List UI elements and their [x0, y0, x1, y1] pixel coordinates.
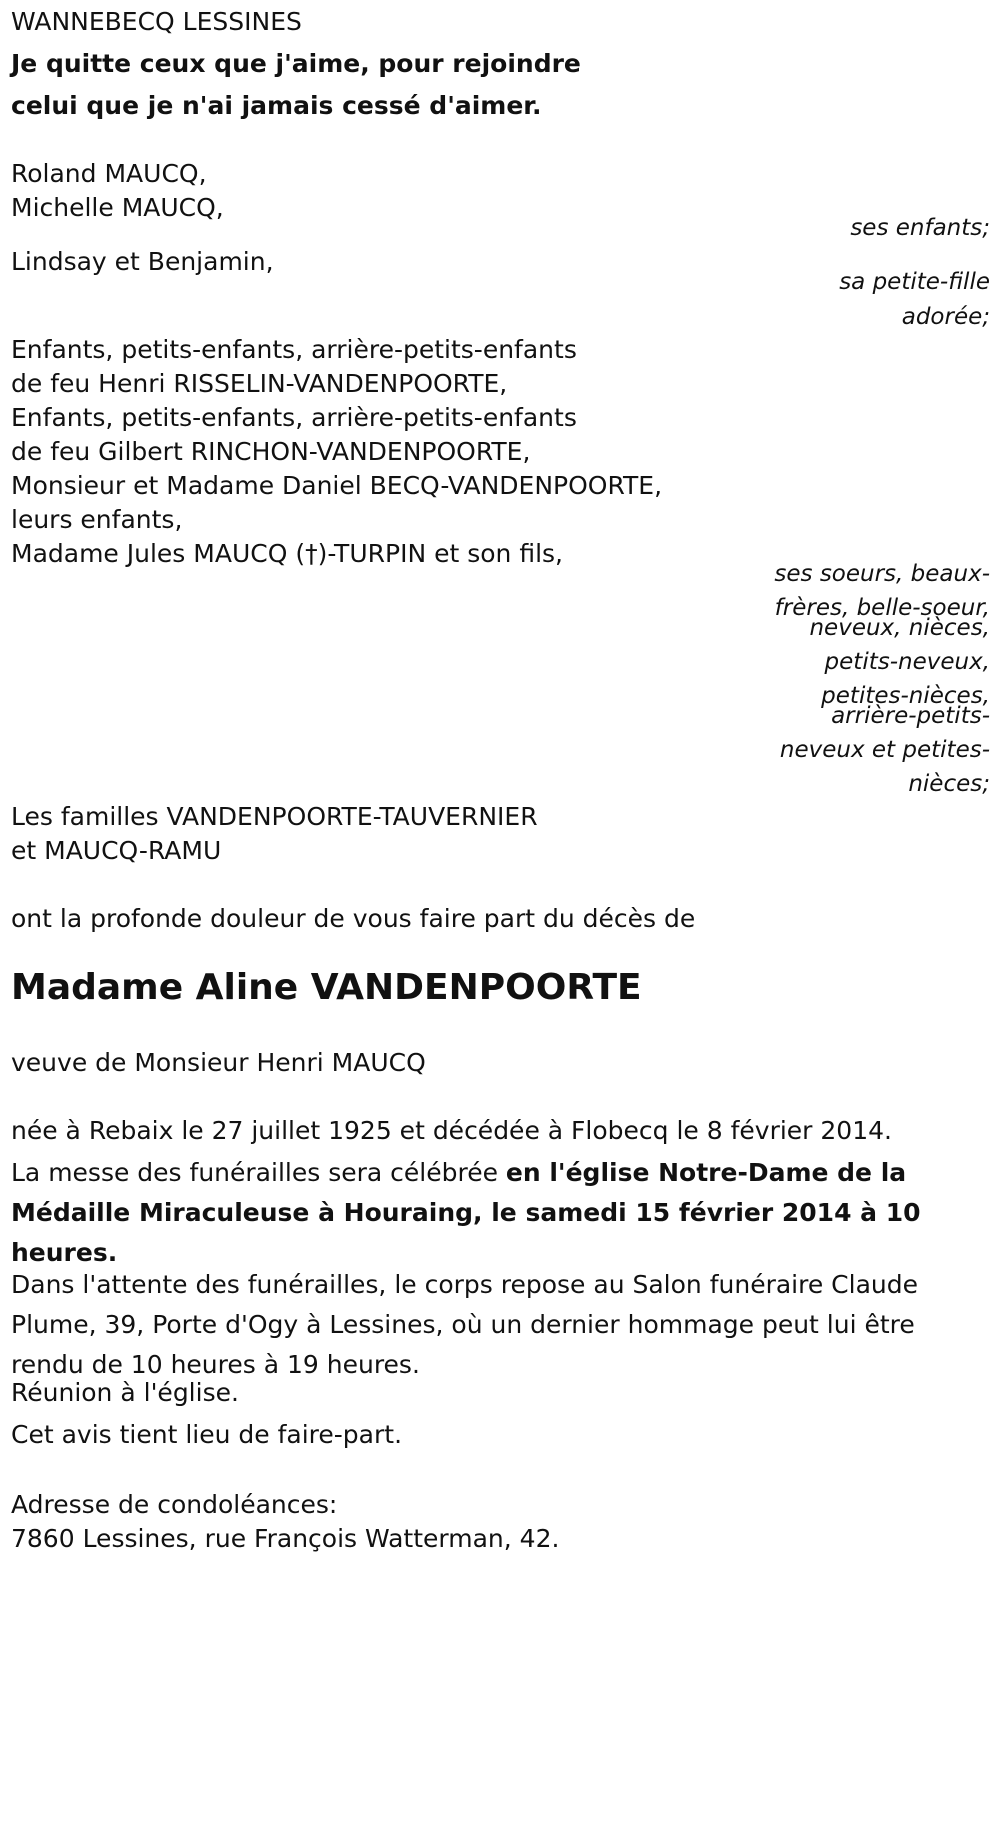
relatives-role-line-2: frères, belle-soeur, — [774, 595, 990, 621]
relatives-role-line-4: petits-neveux, — [824, 649, 990, 675]
condolence-address: 7860 Lessines, rue François Watterman, 42. — [11, 1524, 560, 1553]
relatives-line-3: Enfants, petits-enfants, arrière-petits-enfants — [11, 403, 577, 432]
viewing-paragraph: Dans l'attente des funérailles, le corps repose au Salon funéraire Claude Plume, 39, Porte d'Ogy à Lessines, où un dernier hommage peut lui être rendu de 10 heures à 19 heures. — [11, 1270, 918, 1379]
child-name-2: Michelle MAUCQ, — [11, 193, 224, 222]
relatives-line-6: leurs enfants, — [11, 505, 183, 534]
funeral-mass-paragraph — [11, 1153, 986, 1273]
notice-statement: Cet avis tient lieu de faire-part. — [11, 1420, 403, 1449]
relatives-line-5: Monsieur et Madame Daniel BECQ-VANDENPOORTE, — [11, 471, 663, 500]
birth-death-dates: née à Rebaix le 27 juillet 1925 et décédée à Flobecq le 8 février 2014. — [11, 1116, 892, 1145]
announcement-intro: ont la profonde douleur de vous faire part du décès de — [11, 904, 696, 933]
granddaughter-role-line-1: sa petite-fille — [839, 269, 990, 295]
relatives-role-line-1: ses soeurs, beaux- — [774, 561, 990, 587]
mass-detail: en l'église Notre-Dame de la Médaille Miraculeuse à Houraing, le samedi 15 février 2014 à 10 heures. — [11, 1158, 921, 1267]
families-line-2: et MAUCQ-RAMU — [11, 836, 222, 865]
quote-line-1: Je quitte ceux que j'aime, pour rejoindre — [11, 49, 581, 78]
granddaughter-role-line-2: adorée; — [901, 304, 990, 330]
relatives-line-4: de feu Gilbert RINCHON-VANDENPOORTE, — [11, 437, 531, 466]
condolence-label: Adresse de condoléances: — [11, 1490, 338, 1519]
church-meeting: Réunion à l'église. — [11, 1378, 239, 1407]
relatives-line-1: Enfants, petits-enfants, arrière-petits-enfants — [11, 335, 577, 364]
location-header: WANNEBECQ LESSINES — [11, 7, 302, 36]
relatives-role-line-5: petites-nièces, — [821, 683, 990, 709]
relatives-role-line-6: arrière-petits- — [831, 703, 990, 729]
widow-of: veuve de Monsieur Henri MAUCQ — [11, 1048, 426, 1077]
mass-intro: La messe des funérailles sera célébrée — [11, 1158, 506, 1187]
child-name-1: Roland MAUCQ, — [11, 159, 207, 188]
families-line-1: Les familles VANDENPOORTE-TAUVERNIER — [11, 802, 538, 831]
quote-line-2: celui que je n'ai jamais cessé d'aimer. — [11, 91, 542, 120]
deceased-name: Madame Aline VANDENPOORTE — [11, 967, 642, 1008]
relatives-line-7: Madame Jules MAUCQ (†)-TURPIN et son fils, — [11, 539, 564, 568]
children-role: ses enfants; — [850, 215, 990, 241]
relatives-role-line-8: nièces; — [908, 771, 990, 797]
relatives-role-line-3: neveux, nièces, — [809, 615, 990, 641]
relatives-role-line-7: neveux et petites- — [779, 737, 990, 763]
granddaughter-name: Lindsay et Benjamin, — [11, 247, 274, 276]
relatives-line-2: de feu Henri RISSELIN-VANDENPOORTE, — [11, 369, 508, 398]
